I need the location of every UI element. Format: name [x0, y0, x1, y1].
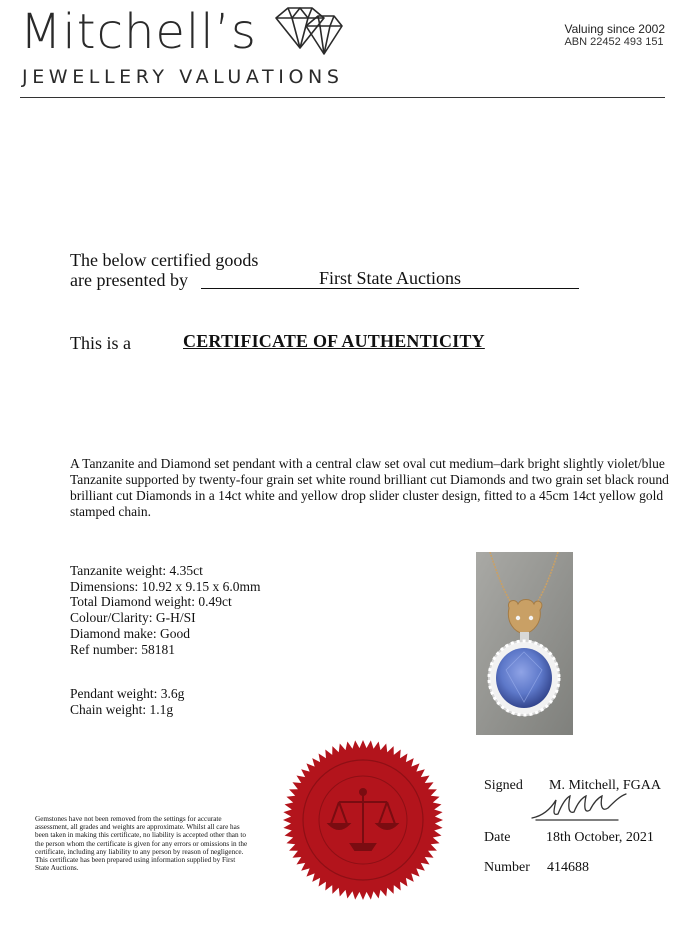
- brand-tagline: JEWELLERY VALUATIONS: [22, 66, 344, 88]
- pendant-photo: [476, 552, 573, 735]
- header-divider: [20, 97, 665, 98]
- spec-tanzanite-weight: Tanzanite weight: 4.35ct: [70, 563, 203, 578]
- item-description: A Tanzanite and Diamond set pendant with a central claw set oval cut medium–dark bright slightly violet/blue Tanzanite supported by twenty-four grain set white round brilliant cut Diamonds and two grain set black round brilliant cut Diamonds in a 14ct white and yellow drop slider cluster design, fitted to a 45cm 14ct yellow gold stamped chain.: [70, 456, 669, 519]
- handwritten-signature: [528, 790, 638, 824]
- number-label: Number: [484, 860, 530, 875]
- since-text: Valuing since 2002: [564, 22, 665, 36]
- signed-label: Signed: [484, 778, 523, 793]
- certificate-seal: [278, 735, 448, 905]
- date-label: Date: [484, 830, 511, 845]
- certificate-title: CERTIFICATE OF AUTHENTICITY: [183, 331, 485, 351]
- brand-name: Mitchell’s: [20, 4, 257, 60]
- spec-list: [70, 563, 261, 657]
- presenter-name: First State Auctions: [201, 268, 579, 289]
- certificate-lead: This is a: [70, 333, 131, 353]
- weight-list: [70, 686, 184, 717]
- signer-name: M. Mitchell, FGAA: [549, 778, 661, 793]
- disclaimer-text: Gemstones have not been removed from the settings for accurate assessment, all grades and weights are approximate. Whilst all care has been taken in making this certificate, no liability is accepted other than to the person whom the certificate is given for any errors or omissions in the certificate, including any liability to any person by reason of negligence. This certificate has been prepared using information supplied by First State Auctions.: [35, 815, 248, 873]
- date-value: 18th October, 2021: [546, 830, 654, 845]
- chain-weight: Chain weight: 1.1g: [70, 701, 174, 717]
- spec-dimensions: Dimensions: 10.92 x 9.15 x 6.0mm: [70, 578, 261, 594]
- spec-diamond-make: Diamond make: Good: [70, 625, 190, 641]
- certified-goods-line: The below certified goods: [70, 250, 259, 270]
- pendant-weight: Pendant weight: 3.6g: [70, 686, 185, 701]
- spec-colour-clarity: Colour/Clarity: G-H/SI: [70, 610, 196, 626]
- presented-by-label: are presented by: [70, 270, 188, 290]
- certificate-number: 414688: [547, 860, 589, 875]
- spec-ref-number: Ref number: 58181: [70, 641, 175, 657]
- spec-diamond-weight: Total Diamond weight: 0.49ct: [70, 594, 232, 610]
- diamond-logo-icon: [270, 4, 346, 64]
- abn-text: ABN 22452 493 151: [564, 36, 664, 48]
- header-meta: [564, 22, 665, 48]
